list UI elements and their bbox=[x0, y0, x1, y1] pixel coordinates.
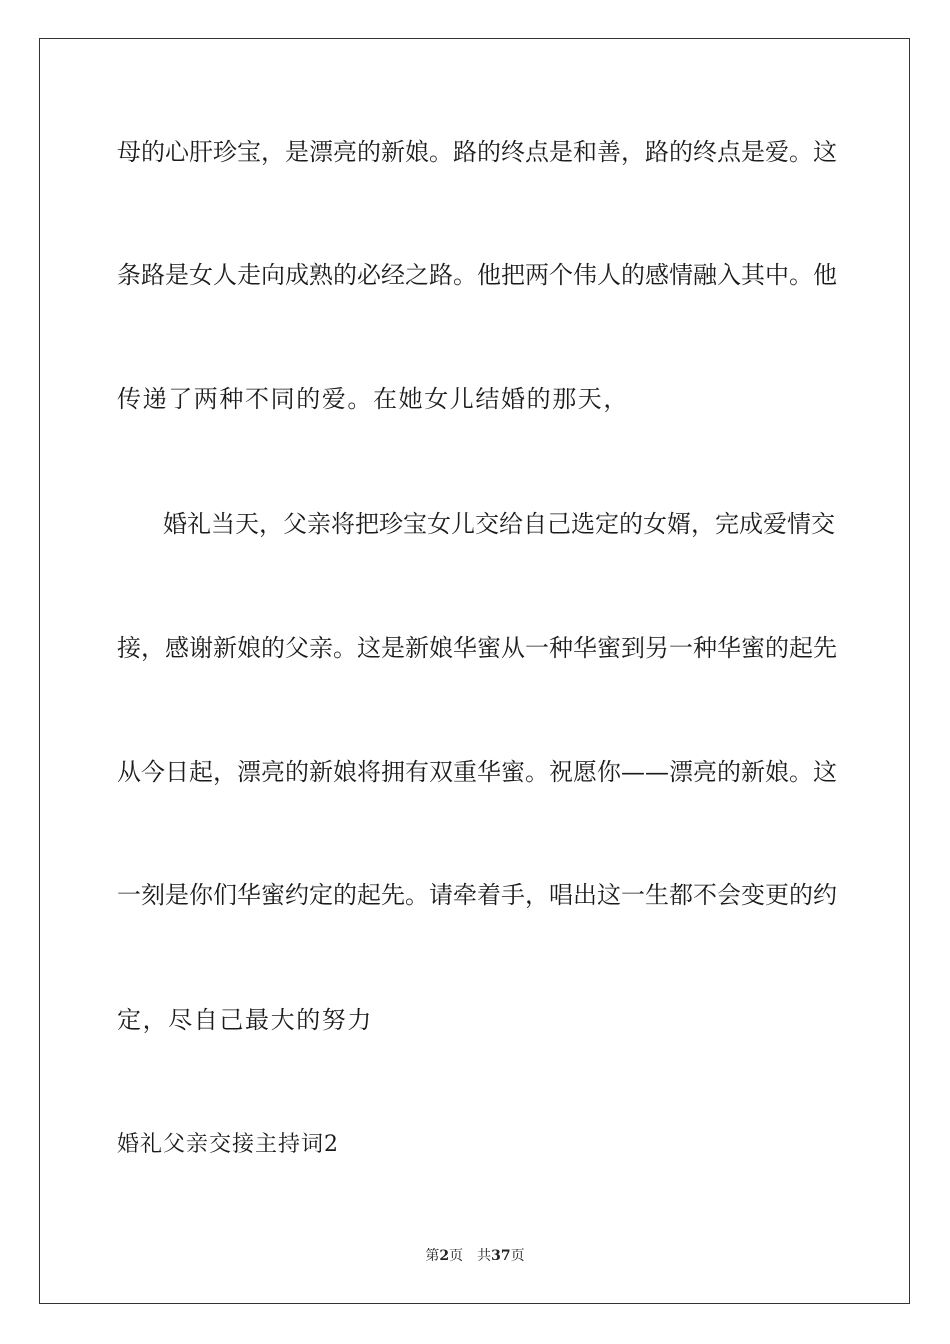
body-line-3: 传递了两种不同的爱。在她女儿结婚的那天， bbox=[117, 385, 629, 413]
body-line-8: 定，尽自己最大的努力 bbox=[117, 1006, 373, 1034]
page-prefix: 第 bbox=[425, 1248, 440, 1264]
body-line-1: 母的心肝珍宝，是漂亮的新娘。路的终点是和善，路的终点是爱。这 bbox=[117, 138, 837, 166]
total-suffix: 页 bbox=[510, 1248, 525, 1264]
body-line-5: 接，感谢新娘的父亲。这是新娘华蜜从一种华蜜到另一种华蜜的起先 bbox=[117, 634, 837, 662]
page-border bbox=[39, 38, 910, 1304]
page-suffix: 页 bbox=[449, 1248, 464, 1264]
body-line-6: 从今日起，漂亮的新娘将拥有双重华蜜。祝愿你——漂亮的新娘。这 bbox=[117, 758, 837, 786]
section-heading: 婚礼父亲交接主持词2 bbox=[117, 1132, 339, 1157]
body-line-2: 条路是女人走向成熟的必经之路。他把两个伟人的感情融入其中。他 bbox=[117, 261, 837, 289]
body-line-4-paragraph-start: 婚礼当天，父亲将把珍宝女儿交给自己选定的女婿，完成爱情交 bbox=[163, 510, 835, 538]
page-total: 37 bbox=[491, 1248, 511, 1264]
body-line-7: 一刻是你们华蜜约定的起先。请牵着手，唱出这一生都不会变更的约 bbox=[117, 881, 837, 909]
page-current: 2 bbox=[439, 1248, 450, 1264]
total-prefix: 共 bbox=[477, 1248, 492, 1264]
page-footer bbox=[0, 1246, 950, 1266]
